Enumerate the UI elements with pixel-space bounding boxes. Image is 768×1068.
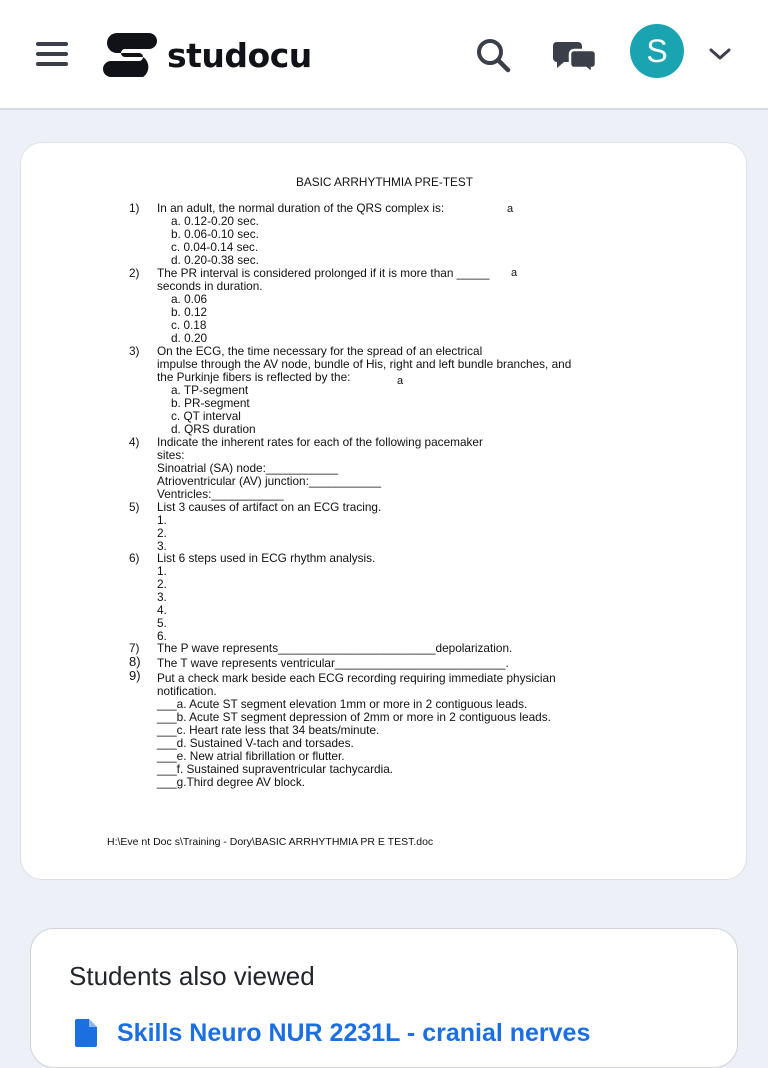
document-preview-card xyxy=(20,142,747,880)
question-text: On the ECG, the time necessary for the spread of an electrical xyxy=(157,344,483,358)
question-number: 6) xyxy=(129,551,140,565)
answer-mark: a xyxy=(397,375,404,387)
question-text: The P wave represents________________________depolarization. xyxy=(157,641,513,655)
question-text: Indicate the inherent rates for each of the following pacemaker xyxy=(157,435,483,449)
question-text: notification. xyxy=(157,684,217,698)
answer-option: b. 0.06-0.10 sec. xyxy=(171,227,259,241)
answer-option: 1. xyxy=(157,513,167,527)
checklist-item: ___b. Acute ST segment depression of 2mm or more in 2 contiguous leads. xyxy=(157,710,551,724)
answer-option: 4. xyxy=(157,603,167,617)
question-number: 9) xyxy=(129,668,141,683)
answer-mark: a xyxy=(507,203,514,215)
document-icon xyxy=(75,1019,97,1047)
question-text: Ventricles:___________ xyxy=(157,487,284,501)
answer-option: 3. xyxy=(157,539,167,553)
question-text: Put a check mark beside each ECG recording requiring immediate physician xyxy=(157,671,556,685)
students-also-viewed-card xyxy=(30,928,738,1068)
checklist-item: ___a. Acute ST segment elevation 1mm or more in 2 contiguous leads. xyxy=(157,697,528,711)
studocu-logo-icon xyxy=(103,31,159,79)
search-icon[interactable] xyxy=(474,36,512,74)
question-text: impulse through the AV node, bundle of His, right and left bundle branches, and xyxy=(157,357,572,371)
question-number: 8) xyxy=(129,654,141,669)
top-header xyxy=(0,0,768,110)
answer-option: b. PR-segment xyxy=(171,396,250,410)
answer-option: d. 0.20 xyxy=(171,331,208,345)
document-file-path: H:\Eve nt Doc s\Training - Dory\BASIC ARRHYTHMIA PR E TEST.doc xyxy=(107,836,434,848)
question-text: List 3 causes of artifact on an ECG tracing. xyxy=(157,500,382,514)
document-title: BASIC ARRHYTHMIA PRE-TEST xyxy=(296,175,473,189)
chat-icon[interactable] xyxy=(552,38,598,74)
answer-option: 1. xyxy=(157,564,167,578)
answer-option: 5. xyxy=(157,616,167,630)
answer-mark: a xyxy=(511,267,518,279)
hamburger-menu-icon[interactable] xyxy=(36,42,68,66)
answer-option: 3. xyxy=(157,590,167,604)
question-text: In an adult, the normal duration of the QRS complex is: xyxy=(157,201,445,215)
checklist-item: ___e. New atrial fibrillation or flutter. xyxy=(157,749,345,763)
checklist-item: ___d. Sustained V-tach and torsades. xyxy=(157,736,354,750)
question-text: Atrioventricular (AV) junction:___________ xyxy=(157,474,382,488)
answer-option: a. 0.06 xyxy=(171,292,208,306)
question-text: List 6 steps used in ECG rhythm analysis. xyxy=(157,551,376,565)
question-text: the Purkinje fibers is reflected by the: xyxy=(157,370,351,384)
question-number: 2) xyxy=(129,266,140,280)
answer-option: 2. xyxy=(157,577,167,591)
answer-option: d. QRS duration xyxy=(171,422,256,436)
section-title: Students also viewed xyxy=(69,961,315,991)
related-document-item[interactable] xyxy=(75,1013,715,1053)
question-text: The T wave represents ventricular__________________________. xyxy=(157,656,509,670)
answer-option: c. 0.18 xyxy=(171,318,207,332)
chevron-down-icon[interactable] xyxy=(708,46,732,62)
question-number: 1) xyxy=(129,201,140,215)
checklist-item: ___c. Heart rate less that 34 beats/minute. xyxy=(157,723,380,737)
question-number: 5) xyxy=(129,500,140,514)
related-document-link[interactable]: Skills Neuro NUR 2231L - cranial nerves xyxy=(117,1018,591,1047)
answer-option: c. QT interval xyxy=(171,409,241,423)
answer-option: 6. xyxy=(157,629,167,643)
answer-option: d. 0.20-0.38 sec. xyxy=(171,253,259,267)
question-text: seconds in duration. xyxy=(157,279,263,293)
user-avatar[interactable]: S xyxy=(630,24,684,78)
studocu-logo[interactable] xyxy=(103,31,312,79)
checklist-item: ___g.Third degree AV block. xyxy=(157,775,305,789)
checklist-item: ___f. Sustained supraventricular tachycardia. xyxy=(157,762,394,776)
answer-option: 2. xyxy=(157,526,167,540)
question-number: 7) xyxy=(129,641,140,655)
brand-name: studocu xyxy=(167,35,312,75)
answer-option: a. 0.12-0.20 sec. xyxy=(171,214,259,228)
answer-option: a. TP-segment xyxy=(171,383,249,397)
question-number: 3) xyxy=(129,344,140,358)
answer-option: c. 0.04-0.14 sec. xyxy=(171,240,259,254)
answer-option: b. 0.12 xyxy=(171,305,208,319)
document-page xyxy=(21,143,748,881)
question-text: The PR interval is considered prolonged if it is more than _____ xyxy=(157,266,490,280)
question-number: 4) xyxy=(129,435,140,449)
question-text: Sinoatrial (SA) node:___________ xyxy=(157,461,339,475)
question-text: sites: xyxy=(157,448,185,462)
